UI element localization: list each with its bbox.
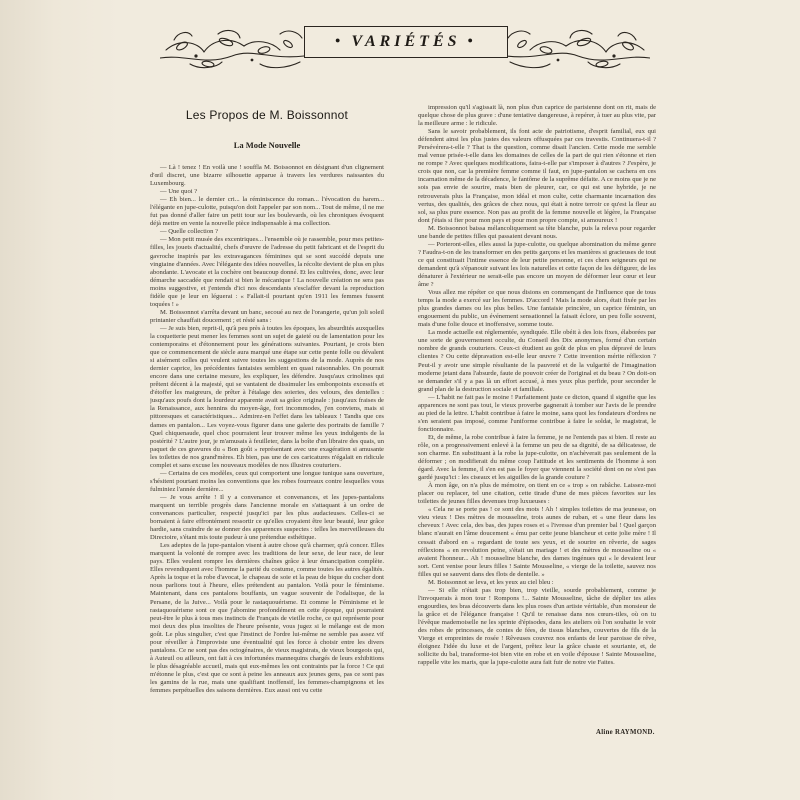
paragraph: Vous allez me répéter ce que nous disions en commençant de l'influence que de tous temps la mode a exercé sur les femmes. D'accord ! Mais la mode alors, était fixée par les plus grandes dames ou les plus belles. Une fantaisie princière, un caprice féminin, un engouement du public, un événement sensationnel la faisait éclore, un peu folle souvent, mais d'une folie douce et inoffensive, somme toute. — [418, 289, 656, 329]
paragraph: M. Boissonnot baissa mélancoliquement sa tête blanche, puis la releva pour regarder une bande de petites filles qui passaient devant nous. — [418, 224, 656, 240]
paragraph: La mode actuelle est réglementée, syndiquée. Elle obéit à des lois fixes, élaborées par une sorte de gouvernement occulte, du Conseil des Dix anonymes, formé d'un certain nombre de grands couturiers. Ceux-ci étudient au goût de plus en plus dépravé de leurs clientes ? Ou cette dépravation est-elle leur œuvre ? Cette invention mérite réflexion ? Peut-il y avoir une simple résultante de la pauvreté et de la vulgarité de l'imagination moderne jetant dans l'absurde, faute de pouvoir créer de l'original et du beau ? On doit-on se demander s'il y a pas là un effort accusé, à mes yeux plus perfide, pour seconder le grand plan de la destruction sociale et familiale. — [418, 329, 656, 393]
left-column — [150, 164, 384, 780]
paragraph: M. Boissonnot se leva, et les yeux au ciel bleu : — [428, 578, 554, 586]
paragraph: — Eh bien... le dernier cri... la réminiscence du roman... l'évocation du harem... l'élégante en jupe-culotte, puisqu'on doit l'appeler par son nom... Tout de même, il ne me fut pas donné d'aller faire un petit tour sur les boulevards, où les chroniques évoquent déjà mettre en vente la nouvelle pièce indispensable à ma collection. — [150, 196, 384, 228]
paragraph: — Là ! tenez ! En voilà une ! souffla M. Boissonnot en désignant d'un clignement d'œil discret, une bizarre silhouette apparue à travers les verdures naissantes du Luxembourg. — [150, 164, 384, 188]
paragraph: impression qu'il s'agissait là, non plus d'un caprice de parisienne dont on rit, mais de quelque chose de plus grave : d'une tentative dangereuse, à repérer, à tuer au plus vite, par la meilleure arme : le ridicule. — [418, 104, 656, 128]
paragraph: — L'habit ne fait pas le moine ! Parfaitement juste ce dicton, quand il signifie que les apparences ne sont pas tout, le vieux proverbe gagnerait à tomber sur l'avis de le prendre au pied de la lettre. L'habit contribue à faire le moine, sans quoi les fondateurs d'ordres ne s'en seraient pas imposé, comme l'uniforme contribue à faire le soldat, le magistrat, le fonctionnaire. — [418, 393, 656, 433]
article-subtitle: La Mode Nouvelle — [233, 140, 301, 150]
paragraph: Et, de même, la robe contribue à faire la femme, je ne l'entends pas si bien. Il reste au rôle, on a progressivement enlevé à la femme un peu de sa dignité, de sa délicatesse, de son charme. En substituant à la robe la jupe-culotte, on n'achèverait pas seulement de la déformer ; on modifierait du même coup l'attitude et les sentiments de l'homme à son égard. Avec la femme, il s'en est pas le foyer que viennent la société dont on ne s'est pas gardé jusqu'ici : les ciseaux et les aiguilles de la grande couture ? — [418, 433, 656, 482]
section-title-box — [304, 26, 508, 58]
paragraph: — Une quoi ? — [160, 188, 198, 196]
paragraph: — Certains de ces modèles, ceux qui comportent une longue tunique sans ouverture, s'hésitent pourtant moins les conventions que les robes fourreaux contre lesquelles vous fulminiez l'année dernière... — [150, 469, 384, 493]
paragraph: — Je vous arrête ! Il y a convenance et convenances, et les jupes-pantalons marquent un terrible progrès dans l'ancienne morale en s'attaquant à un ordre de convenances particulier, respecté jusqu'ici par les plus audacieuses. Celles-ci se bornaient à faire effrontément ressortir ce qu'elles croyaient être leur beauté, leur grâce hardie, sans craindre de se donner des apparences suspectes : telles les merveilleuses du Directoire, s'étant mis toute pudeur à une prétendue esthétique. — [150, 493, 384, 542]
section-header — [160, 20, 650, 72]
paragraph: — Je suis bien, reprit-il, qu'à peu près à toutes les époques, les absurdités auxquelles la coquetterie peut mener les femmes sont un sujet de gaieté ou de lamentation pour les contemporains et d'étonnement pour les générations suivantes. Pourtant, je crois bien que ce commencement de siècle aura marqué une étape sur cette pente folle ou dévalent si aisément celles qui veulent suivre toutes les suggestions de la mode. Auprès de nos dernier caprice, les précédentes fantaisies semblent en quasi raisonnables. On pourrait encore dans une certaine mesure, les expliquer, les défendre. Jusqu'aux crinolines qui prêtent décent à la majesté, qui se vantaient de dissimuler les embonpoints excessifs et d'étoffer les maigreurs, de prêter à l'étalage des soieries, des velours, des dentelles : jusqu'aux poufs dont la lourdeur apparente avait sa grâce originale : jusqu'aux fraises de la Renaissance, aux hennins du moyen-âge, fort incommodes, j'en conviens, mais si pittoresques et caractéristiques... Admirez-en l'effet dans les tableaux ! Tandis que ces dames en pantalon... Les voyez-vous figurer dans une galerie des portraits de famille ? Quel chiquenaude, quel choc pourraient leur trouver même les yeux indulgents de la postérité ? L'autre jour, je m'amusais à feuilleter, dans la boîte d'un libraire des quais, un paquet de ces gravures du « Bon goût » représentant avec une exagération si amusante les toilettes de nos grand'mères. Eh bien, pas une de ces caricatures n'égalait en ridicule complet et sans excuse les nouveaux modèles de nos illustres couturiers. — [150, 324, 384, 469]
section-title-text: VARIÉTÉS — [351, 33, 461, 50]
paragraph: — Porteront-elles, elles aussi la jupe-culotte, ou quelque abomination du même genre ? Faudra-t-on de les transformer en des petits garçons et les manières si gracieuses de tout ce qui constituait l'intime essence de leur petite personne, et ces chers seigneurs qui ne demandent qu'à s'épanouir suivant les lois naturelles et cette façon de les défigurer, de les dénaturer à l'extérieur ne serait-elle pas encore un moyen de déformer leur cœur et leur âme ? — [418, 240, 656, 289]
paragraph: M. Boissonnot s'arrêta devant un banc, secoué au nez de l'orangerie, qu'un joli soleil printanier chauffait doucement ; et résté sans : — [150, 308, 384, 324]
paragraph: Sans le savoir probablement, ils font acte de patriotisme, d'esprit familial, eux qui défendent ainsi les plus justes des valeurs offusquées par ces travestis. Continuera-t-il ? Persévérera-t-elle ? That is the question, comme disait l'ancien. Cette mode me semble mal venue prisée-t-elle dans les domaines de celles de la part de qui rien s'étonne et rien ne rompe ? Avec quelques modifications, faira-t-elle par s'imposer à d'autres ? J'espère, je crois que non, car la première femme comme il faut, en jupe-pantalon se cachera en ces incarnation même de la décadence, le fantôme de la suprême défaite. A ce moins que je ne sois pas envie de sourire, mais bien de pleurer, car, ce qui est une hybride, je ne retrouverais plus la Française, mon idéal et mon culte, cette charmante incarnation des vertus, des qualités, des grâces de chez nous, qui était à notre terroir ce qu'est la fleur au sol, sa plus pure essence. Non pas au profit de la femme nouvelle et légère, la Française dont j'étais si fier pour mon pays et pour mon propre compte, si amoureux ! — [418, 128, 656, 224]
page-edge-shadow — [0, 0, 120, 800]
paragraph: Les adeptes de la jupe-pantalon visent à autre chose qu'à charmer, qu'à concer. Elles marquent la volonté de rompre avec les traditions de leur sexe, de leur race, de leur pays. Elles veulent rompre les dernières chaînes grâce à leur émancipation complète. Elles revendiquent avec l'homme la parité du costume, comme toutes les autres égalités. Après la toque et la robe d'avocat, le chapeau de soie et la peau de bique du cocher dont nous parlions tout à l'heure, elles prétendent au pantalon. Voilà pour le féminisme. Maintenant, dans ces pantalons bouffants, un vague souvenir de l'odalisque, de la Persane, de la Juive... Voilà pour le rastaquouérisme. Et comme le Féminisme et le rastaquouérisme sont ce que j'abomine profondément en cette époque, qui pourraient peut-être le plus à tous mes instincts de Français de vieille roche, ce qui représente pour moi deux des plus insolites de l'heure présente, vous jugez si le mélange est de mon goût. Le plus singulier, c'est que l'instinct de l'ordre lui-même ne semble pas assez vif pour réveiller à l'improviste une éventualité qui les force à choisir entre les divers pantalons. Ce ne sont pas des octogénaires, de vieux magistrats, de vieux bourgeois qui, à Auteuil ou ailleurs, ont fait à ces infortunées mannequins chargés de leurs exhibitions le plus désagréable accueil, mais qui eux-mêmes les ont contraints par la force ! Ce qui m'étonne le plus, c'est que ce sont à peine les anneaux aux jeunes gens, pas ce sont pas les gamins de la rue, mais une qualifiant inoffensif, les femmes-champignons et les femmes perpétuelles des saisons dernières. Eux aussi ont vu cette — [150, 542, 384, 695]
article-title: Les Propos de M. Boissonnot — [185, 108, 349, 122]
author-signature: Aline RAYMOND. — [596, 729, 655, 736]
right-column — [418, 104, 656, 727]
paragraph: « Cela ne se porte pas ! ce sont des mots ! Ah ! simples toilettes de ma jeunesse, on vieu vieux ! Des mètres de mousseline, trois aunes de ruban, et « une fleur dans les cheveux ! Avec cela, des bas, des jupes roses et « l'ivresse d'un premier bal ! Quel garçon blanc n'aurait en l'âme doucement « ému par cette jeune blancheur et cette jolie mère ! Il cessait d'abord en « regardant de toute ses yeux, et de sourire en rêverie, de sages réflexions « en revolution peine, s'était un mariage ! et des mètres de mousseline ou « avaient l'honneur... Ah ! mousseline blanche, des dames ingénues qui « le devaient leur sort. Cent venise pour leurs filles ! Sainte Mousseline, « vierge de la toilette, sauvez nos filles qui se sauvent dans des flots de dentelle. » — [418, 506, 656, 578]
paragraph: — Mon petit musée des excentriques... l'ensemble où je rassemble, pour mes petites-filles, les jouets d'actualité, chefs d'œuvre de l'adresse du petit fabricant et de l'esprit du gavroche inspirés par les extravagances féminines qui se sont succédé depuis une vingtaine d'années. Avec l'élégante des idées nouvelles, la récolte devient de plus en plus abondante. L'avocate et la cochère ont beaucoup donné. Et les cultivées, donc, avec leur démarche saccadée que rendait si bien le mécanique ! La nouvelle création ne sera pas moins suggestive, et j'entends d'ici nos descendants s'esclaffer devant la reproduction fidèle que je leur en léguerai : « Fallait-il pourtant qu'en 1911 les femmes fussent toquées ! » — [150, 236, 384, 308]
paragraph: — Quelle collection ? — [160, 228, 219, 236]
paragraph: — Si elle n'était pas trop bien, trop vieille, sourde probablement, comme je l'invoquerais à mon tour ! Rompons !... Sainte Mousseline, tâche de déplier tes ailes engourdies, tes bras découverts dans les plus roses d'un artiste véritable, d'un monsieur de la grâce et de l'élégance française ! Qu'il te renaisse dans nos cœurs-tiles, où on tu l'évêque mademoiselle ne les sprinte d'épisodes, dans les ateliers où l'on souhaite le voir des robes de princesses, de contes de fées, de tissus blanches, couvertes de fils de la Vierge et empreintes de rosée ! Rêveuses couvrez nos enfants de leur paroisse de rêve, éloignez l'idée du luxe et de l'argent, prêtez leur la grâce chaste et souriante, et, de sollicite du bal, transforme-toi bien vite en robe et en voile d'épouse ! Sainte Mousseline, rappelle vite les maris, que la jupe-culotte aura fait fuir de notre vie Faites. — [418, 586, 656, 667]
paragraph: À mon âge, on n'a plus de mémoire, on tient en ce « trop » on rabâche. Laissez-moi placer ou replacer, tel une citation, cette tirade d'une de mes pièces favorites sur les toilettes de jeunes filles devenues trop luxueuses : — [418, 482, 656, 506]
section-title: ● VARIÉTÉS ● — [335, 33, 477, 50]
